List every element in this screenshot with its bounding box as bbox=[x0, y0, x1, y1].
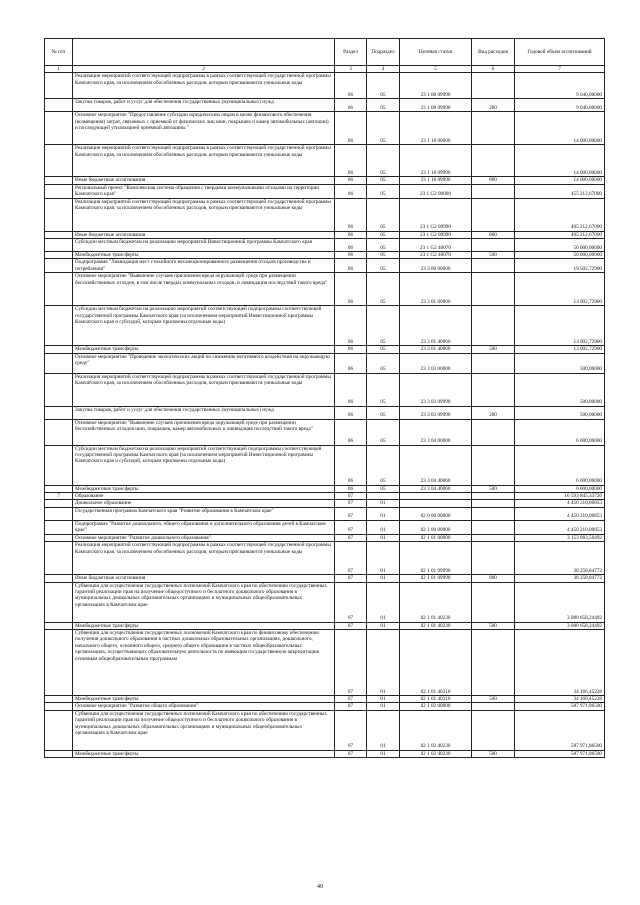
cell-razd: 07 bbox=[335, 520, 367, 534]
cell-vr bbox=[472, 507, 515, 520]
table-row bbox=[45, 306, 605, 346]
cell-cs: 23 3 03 00000 bbox=[400, 353, 472, 373]
cell-sum: 16 593 845,33726 bbox=[515, 493, 605, 500]
cell-cs: 02 1 02 40230 bbox=[400, 710, 472, 750]
cell-num bbox=[45, 406, 73, 419]
cell-podr: 05 bbox=[367, 373, 400, 406]
cell-sum: 38 258,84772 bbox=[515, 575, 605, 582]
cell-vr bbox=[472, 703, 515, 710]
cell-podr: 01 bbox=[367, 534, 400, 541]
cell-vr bbox=[472, 73, 515, 99]
cell-name: Закупка товаров, работ и услуг для обеспечения государственных (муниципальных) нужд bbox=[73, 99, 335, 112]
cell-razd: 07 bbox=[335, 750, 367, 757]
cell-podr: 05 bbox=[367, 184, 400, 198]
cell-vr: 800 bbox=[472, 575, 515, 582]
cell-sum: 3 153 083,56492 bbox=[515, 534, 605, 541]
cell-vr bbox=[472, 500, 515, 507]
cell-razd: 07 bbox=[335, 629, 367, 695]
cell-sum: 9 640,00000 bbox=[515, 99, 605, 112]
cell-podr: 01 bbox=[367, 750, 400, 757]
table-row bbox=[45, 99, 605, 112]
cell-num bbox=[45, 112, 73, 145]
col-index: 3 bbox=[335, 66, 367, 73]
cell-num bbox=[45, 73, 73, 99]
table-row bbox=[45, 493, 605, 500]
cell-num bbox=[45, 239, 73, 252]
cell-num bbox=[45, 198, 73, 231]
cell-razd: 06 bbox=[335, 485, 367, 492]
cell-num bbox=[45, 373, 73, 406]
table-row bbox=[45, 346, 605, 353]
table-row bbox=[45, 542, 605, 575]
col-index: 1 bbox=[45, 66, 73, 73]
document-page bbox=[44, 38, 604, 758]
cell-vr bbox=[472, 373, 515, 406]
cell-name: Закупка товаров, работ и услуг для обеспечения государственных (муниципальных) нужд bbox=[73, 406, 335, 419]
table-row bbox=[45, 406, 605, 419]
cell-cs: 23 1 G2 00000 bbox=[400, 184, 472, 198]
cell-num bbox=[45, 703, 73, 710]
cell-name: Межбюджетные трансферты bbox=[73, 750, 335, 757]
table-row bbox=[45, 703, 605, 710]
col-index: 4 bbox=[367, 66, 400, 73]
cell-sum: 587 971,86500 bbox=[515, 710, 605, 750]
cell-name: Образование bbox=[73, 493, 335, 500]
cell-sum: 500,00000 bbox=[515, 406, 605, 419]
cell-cs: 02 1 02 40230 bbox=[400, 750, 472, 757]
cell-num bbox=[45, 99, 73, 112]
cell-name: Основное мероприятие "Предоставление субсидии юридическим лицам в целях финансового обеспечения (возмещения) затрат, связанных с приемкой от физических лиц шин, покрышек и камер автомобильных (автошин) и последующей утилизацией приемкой автошины " bbox=[73, 112, 335, 145]
cell-podr: 01 bbox=[367, 629, 400, 695]
cell-name: Дошкольное образование bbox=[73, 500, 335, 507]
cell-razd: 06 bbox=[335, 259, 367, 273]
cell-name: Региональный проект "Комплексная система обращения с твердыми коммунальными отходами на территории Камчатского края" bbox=[73, 184, 335, 198]
cell-razd: 06 bbox=[335, 99, 367, 112]
cell-sum: 14 000,00000 bbox=[515, 112, 605, 145]
cell-name: Межбюджетные трансферты bbox=[73, 252, 335, 259]
cell-cs: 23 1 08 09990 bbox=[400, 73, 472, 99]
cell-podr: 05 bbox=[367, 177, 400, 184]
cell-num bbox=[45, 252, 73, 259]
col-index: 6 bbox=[472, 66, 515, 73]
table-row bbox=[45, 695, 605, 702]
cell-sum: 6 000,00000 bbox=[515, 445, 605, 485]
cell-razd: 06 bbox=[335, 145, 367, 177]
cell-cs: 23 1 G2 40070 bbox=[400, 252, 472, 259]
table-row bbox=[45, 534, 605, 541]
cell-razd: 06 bbox=[335, 353, 367, 373]
cell-name: Основное мероприятие "Развитие дошкольного образования" bbox=[73, 534, 335, 541]
cell-sum: 50 000,00000 bbox=[515, 239, 605, 252]
cell-razd: 06 bbox=[335, 252, 367, 259]
cell-num bbox=[45, 353, 73, 373]
cell-razd: 07 bbox=[335, 575, 367, 582]
cell-cs: 02 1 01 40230 bbox=[400, 582, 472, 622]
cell-name: Основное мероприятие "Развитие общего образования" bbox=[73, 703, 335, 710]
table-body bbox=[45, 73, 605, 758]
cell-sum: 34 166,45228 bbox=[515, 695, 605, 702]
cell-cs: 23 3 04 40060 bbox=[400, 485, 472, 492]
cell-vr bbox=[472, 629, 515, 695]
cell-razd: 07 bbox=[335, 534, 367, 541]
table-row bbox=[45, 231, 605, 238]
cell-cs: 23 1 G2 09990 bbox=[400, 231, 472, 238]
cell-cs: 23 3 04 00000 bbox=[400, 419, 472, 445]
cell-razd: 07 bbox=[335, 500, 367, 507]
col-index: 5 bbox=[400, 66, 472, 73]
cell-num bbox=[45, 500, 73, 507]
cell-num bbox=[45, 695, 73, 702]
table-row bbox=[45, 622, 605, 629]
cell-num bbox=[45, 485, 73, 492]
table-row bbox=[45, 575, 605, 582]
cell-vr bbox=[472, 419, 515, 445]
col-index: 7 bbox=[515, 66, 605, 73]
cell-podr: 05 bbox=[367, 99, 400, 112]
cell-podr: 05 bbox=[367, 145, 400, 177]
table-row bbox=[45, 353, 605, 373]
cell-razd: 07 bbox=[335, 622, 367, 629]
cell-razd: 06 bbox=[335, 177, 367, 184]
cell-razd: 06 bbox=[335, 184, 367, 198]
table-row bbox=[45, 252, 605, 259]
cell-name: Иные бюджетные ассигнования bbox=[73, 231, 335, 238]
cell-sum: 6 000,00000 bbox=[515, 485, 605, 492]
cell-cs: 02 1 01 09990 bbox=[400, 575, 472, 582]
table-row bbox=[45, 273, 605, 306]
cell-name: Субвенции для осуществления государственных полномочий Камчатского края по финансовому обеспечению получения дошкольного образования в частных дошкольных образовательных организациях, дошкольного, начального общего, основного общего, среднего общего образования в частных общеобразовательных организациях, осуществляющих образовательную деятельность по имеющим государственную аккредитацию основным общеобразовательным программам bbox=[73, 629, 335, 695]
cell-podr: 05 bbox=[367, 273, 400, 306]
cell-razd: 06 bbox=[335, 73, 367, 99]
cell-name: Основное мероприятие "Выявление случаев причинения вреда окружающей среде при размещении бесхозяйственных отходов, в том числе твердых коммунальных отходов, и ликвидация последствий такого вреда" bbox=[73, 273, 335, 306]
cell-cs bbox=[400, 493, 472, 500]
cell-vr bbox=[472, 710, 515, 750]
cell-vr bbox=[472, 493, 515, 500]
cell-cs: 23 1 18 09990 bbox=[400, 177, 472, 184]
cell-name: Субвенции для осуществления государственных полномочий Камчатского края по обеспечению государственных гарантий реализации прав на получение общедоступного и бесплатного дошкольного образования в муниципальных дошкольных образовательных организациях и муниципальных общеобразовательных организациях в Камчатском крае bbox=[73, 710, 335, 750]
cell-cs: 02 1 02 00000 bbox=[400, 703, 472, 710]
cell-cs: 23 3 04 40060 bbox=[400, 445, 472, 485]
budget-table bbox=[44, 38, 605, 758]
cell-razd: 07 bbox=[335, 695, 367, 702]
cell-cs: 02 1 01 40230 bbox=[400, 622, 472, 629]
cell-vr bbox=[472, 112, 515, 145]
cell-sum: 500,00000 bbox=[515, 373, 605, 406]
cell-sum: 14 000,00000 bbox=[515, 145, 605, 177]
cell-podr: 01 bbox=[367, 703, 400, 710]
cell-podr: 05 bbox=[367, 252, 400, 259]
cell-name: Субсидии местным бюджетам на реализацию мероприятий соответствующей подпрограммы соответствующей государственной программы Камчатского края (за исключением мероприятий Инвестиционной программы Камчатского края и субсидий, которым присвоены отдельные коды) bbox=[73, 306, 335, 346]
table-row bbox=[45, 500, 605, 507]
cell-vr: 500 bbox=[472, 622, 515, 629]
cell-razd: 06 bbox=[335, 273, 367, 306]
cell-name: Реализация мероприятий соответствующей подпрограммы в рамках соответствующей государственной программы Камчатского края, за исключением обособленных расходов, которым присваиваются уникальные коды bbox=[73, 73, 335, 99]
cell-razd: 07 bbox=[335, 582, 367, 622]
cell-name: Реализация мероприятий соответствующей подпрограммы в рамках соответствующей государственной программы Камчатского края, за исключением обособленных расходов, которым присваиваются уникальные коды bbox=[73, 198, 335, 231]
cell-cs: 23 3 01 40060 bbox=[400, 306, 472, 346]
cell-num bbox=[45, 575, 73, 582]
cell-cs: 23 1 18 09990 bbox=[400, 145, 472, 177]
cell-podr: 05 bbox=[367, 485, 400, 492]
cell-sum: 13 002,72900 bbox=[515, 306, 605, 346]
cell-podr: 05 bbox=[367, 406, 400, 419]
cell-num bbox=[45, 259, 73, 273]
cell-sum: 9 640,00000 bbox=[515, 73, 605, 99]
cell-num bbox=[45, 145, 73, 177]
cell-podr: 05 bbox=[367, 353, 400, 373]
cell-razd: 07 bbox=[335, 507, 367, 520]
cell-vr bbox=[472, 353, 515, 373]
cell-name: Подпрограмма "Ликвидация мест стихийного несанкционированного размещения отходов производства и потребления" bbox=[73, 259, 335, 273]
cell-podr: 01 bbox=[367, 582, 400, 622]
cell-podr: 01 bbox=[367, 500, 400, 507]
cell-podr: 05 bbox=[367, 73, 400, 99]
cell-vr bbox=[472, 184, 515, 198]
cell-sum: 14 000,00000 bbox=[515, 177, 605, 184]
cell-vr bbox=[472, 445, 515, 485]
cell-podr: 05 bbox=[367, 259, 400, 273]
cell-podr: 01 bbox=[367, 542, 400, 575]
column-index-row bbox=[45, 66, 605, 73]
cell-vr: 500 bbox=[472, 750, 515, 757]
cell-podr bbox=[367, 493, 400, 500]
header-num: № п/п bbox=[45, 39, 73, 66]
cell-name: Субсидии местным бюджетам на реализацию мероприятий соответствующей подпрограммы соответствующей государственной программы Камчатского края (за исключением мероприятий Инвестиционной программы Камчатского края и субсидий, которым присвоены отдельные коды) bbox=[73, 445, 335, 485]
cell-sum: 405 212,67000 bbox=[515, 198, 605, 231]
cell-vr bbox=[472, 239, 515, 252]
cell-name: Основное мероприятие "Проведение экологических акций по снижению негативного воздействия на окружающую среду" bbox=[73, 353, 335, 373]
table-row bbox=[45, 710, 605, 750]
cell-vr bbox=[472, 534, 515, 541]
header-target: Целевая статья bbox=[400, 39, 472, 66]
cell-cs: 02 1 01 40310 bbox=[400, 695, 472, 702]
cell-name: Иные бюджетные ассигнования bbox=[73, 177, 335, 184]
cell-cs: 23 3 00 00000 bbox=[400, 259, 472, 273]
cell-cs: 02 1 00 00000 bbox=[400, 520, 472, 534]
cell-cs: 23 3 01 40060 bbox=[400, 346, 472, 353]
cell-sum: 587 971,86500 bbox=[515, 703, 605, 710]
cell-razd: 07 bbox=[335, 542, 367, 575]
header-name bbox=[73, 39, 335, 66]
cell-cs: 02 1 01 40310 bbox=[400, 629, 472, 695]
cell-num bbox=[45, 582, 73, 622]
cell-podr: 01 bbox=[367, 622, 400, 629]
cell-num bbox=[45, 306, 73, 346]
table-row bbox=[45, 750, 605, 757]
cell-podr: 01 bbox=[367, 575, 400, 582]
cell-cs: 23 3 01 00000 bbox=[400, 273, 472, 306]
cell-cs: 23 3 03 09990 bbox=[400, 373, 472, 406]
cell-razd: 06 bbox=[335, 406, 367, 419]
table-row bbox=[45, 373, 605, 406]
cell-podr: 01 bbox=[367, 520, 400, 534]
cell-num bbox=[45, 622, 73, 629]
cell-razd: 06 bbox=[335, 239, 367, 252]
cell-podr: 01 bbox=[367, 710, 400, 750]
cell-vr: 500 bbox=[472, 346, 515, 353]
cell-name: Реализация мероприятий соответствующей подпрограммы в рамках соответствующей государственной программы Камчатского края, за исключением обособленных расходов, которым присваиваются уникальные коды bbox=[73, 542, 335, 575]
cell-sum: 13 002,72900 bbox=[515, 273, 605, 306]
cell-razd: 06 bbox=[335, 231, 367, 238]
cell-vr bbox=[472, 306, 515, 346]
cell-num bbox=[45, 750, 73, 757]
cell-vr: 500 bbox=[472, 252, 515, 259]
cell-sum: 19 502,72900 bbox=[515, 259, 605, 273]
table-row bbox=[45, 582, 605, 622]
cell-sum: 4 450 210,00853 bbox=[515, 507, 605, 520]
cell-razd: 06 bbox=[335, 373, 367, 406]
cell-num bbox=[45, 710, 73, 750]
cell-num bbox=[45, 273, 73, 306]
cell-cs: 23 1 18 00000 bbox=[400, 112, 472, 145]
cell-sum: 34 166,45228 bbox=[515, 629, 605, 695]
cell-podr: 01 bbox=[367, 695, 400, 702]
cell-name: Иные бюджетные ассигнования bbox=[73, 575, 335, 582]
header-sum: Годовой объем ассигнований bbox=[515, 39, 605, 66]
cell-name: Межбюджетные трансферты bbox=[73, 485, 335, 492]
cell-sum: 4 450 210,00853 bbox=[515, 500, 605, 507]
cell-podr: 01 bbox=[367, 507, 400, 520]
cell-vr bbox=[472, 198, 515, 231]
table-row bbox=[45, 520, 605, 534]
cell-vr bbox=[472, 259, 515, 273]
cell-vr: 800 bbox=[472, 177, 515, 184]
cell-vr bbox=[472, 273, 515, 306]
header-podrazdel: Подраздел bbox=[367, 39, 400, 66]
cell-razd: 06 bbox=[335, 445, 367, 485]
table-row bbox=[45, 259, 605, 273]
cell-name: Реализация мероприятий соответствующей подпрограммы в рамках соответствующей государственной программы Камчатского края, за исключением обособленных расходов, которым присваиваются уникальные коды bbox=[73, 145, 335, 177]
cell-cs: 02 1 01 00000 bbox=[400, 534, 472, 541]
cell-name: Подпрограмма "Развитие дошкольного, общего образования и дополнительного образования детей в Камчатском крае" bbox=[73, 520, 335, 534]
cell-num bbox=[45, 520, 73, 534]
cell-sum: 13 002,72900 bbox=[515, 346, 605, 353]
cell-name: Межбюджетные трансферты bbox=[73, 622, 335, 629]
cell-name: Государственная программа Камчатского края "Развитие образования в Камчатском крае" bbox=[73, 507, 335, 520]
page-number: 40 bbox=[317, 884, 323, 890]
table-row bbox=[45, 445, 605, 485]
cell-vr: 800 bbox=[472, 231, 515, 238]
cell-num bbox=[45, 542, 73, 575]
cell-sum: 405 212,67000 bbox=[515, 231, 605, 238]
cell-cs: 23 3 03 09990 bbox=[400, 406, 472, 419]
cell-sum: 500,00000 bbox=[515, 353, 605, 373]
cell-sum: 6 000,00000 bbox=[515, 419, 605, 445]
table-header-row bbox=[45, 39, 605, 66]
cell-vr bbox=[472, 542, 515, 575]
cell-name: Субсидии местным бюджетам на реализацию мероприятий Инвестиционной программы Камчатского края bbox=[73, 239, 335, 252]
cell-cs: 23 1 08 09990 bbox=[400, 99, 472, 112]
cell-sum: 3 080 658,24492 bbox=[515, 582, 605, 622]
cell-razd: 06 bbox=[335, 306, 367, 346]
table-row bbox=[45, 507, 605, 520]
col-index: 2 bbox=[73, 66, 335, 73]
table-row bbox=[45, 629, 605, 695]
cell-sum: 4 450 210,00853 bbox=[515, 520, 605, 534]
cell-name: Основное мероприятие "Выявление случаев причинения вреда окружающей среде при размещении бесхозяйственных отходов шин, покрышек, камер автомобильных и ликвидация последствий такого вреда" bbox=[73, 419, 335, 445]
cell-num bbox=[45, 534, 73, 541]
cell-num: 7 bbox=[45, 493, 73, 500]
cell-razd: 06 bbox=[335, 346, 367, 353]
table-row bbox=[45, 485, 605, 492]
cell-razd: 06 bbox=[335, 419, 367, 445]
cell-sum: 50 000,00000 bbox=[515, 252, 605, 259]
cell-sum: 587 971,86500 bbox=[515, 750, 605, 757]
cell-num bbox=[45, 184, 73, 198]
cell-num bbox=[45, 507, 73, 520]
cell-name: Субвенции для осуществления государственных полномочий Камчатского края по обеспечению государственных гарантий реализации прав на получение общедоступного и бесплатного дошкольного образования в муниципальных дошкольных образовательных организациях и муниципальных общеобразовательных организациях в Камчатском крае bbox=[73, 582, 335, 622]
cell-razd: 06 bbox=[335, 198, 367, 231]
table-row bbox=[45, 177, 605, 184]
cell-razd: 07 bbox=[335, 710, 367, 750]
cell-num bbox=[45, 419, 73, 445]
cell-razd: 07 bbox=[335, 493, 367, 500]
header-razdel: Раздел bbox=[335, 39, 367, 66]
cell-sum: 455 212,67000 bbox=[515, 184, 605, 198]
table-row bbox=[45, 112, 605, 145]
cell-podr: 05 bbox=[367, 112, 400, 145]
table-row bbox=[45, 184, 605, 198]
cell-podr: 05 bbox=[367, 445, 400, 485]
table-row bbox=[45, 198, 605, 231]
cell-vr: 200 bbox=[472, 99, 515, 112]
cell-name: Межбюджетные трансферты bbox=[73, 346, 335, 353]
cell-vr: 500 bbox=[472, 485, 515, 492]
cell-podr: 05 bbox=[367, 306, 400, 346]
cell-num bbox=[45, 445, 73, 485]
table-row bbox=[45, 145, 605, 177]
cell-num bbox=[45, 346, 73, 353]
cell-podr: 05 bbox=[367, 346, 400, 353]
cell-name: Межбюджетные трансферты bbox=[73, 695, 335, 702]
cell-cs: 23 1 G2 40070 bbox=[400, 239, 472, 252]
table-row bbox=[45, 73, 605, 99]
cell-num bbox=[45, 629, 73, 695]
cell-razd: 07 bbox=[335, 703, 367, 710]
cell-podr: 05 bbox=[367, 231, 400, 238]
cell-num bbox=[45, 177, 73, 184]
table-row bbox=[45, 239, 605, 252]
cell-podr: 05 bbox=[367, 198, 400, 231]
cell-cs bbox=[400, 500, 472, 507]
cell-num bbox=[45, 231, 73, 238]
cell-podr: 05 bbox=[367, 419, 400, 445]
cell-sum: 3 080 658,24492 bbox=[515, 622, 605, 629]
table-row bbox=[45, 419, 605, 445]
cell-podr: 05 bbox=[367, 239, 400, 252]
header-vid: Вид расходов bbox=[472, 39, 515, 66]
cell-cs: 02 1 01 09990 bbox=[400, 542, 472, 575]
cell-name: Реализация мероприятий соответствующей подпрограммы в рамках соответствующей государственной программы Камчатского края, за исключением обособленных расходов, которым присваиваются уникальные коды bbox=[73, 373, 335, 406]
cell-sum: 38 258,84772 bbox=[515, 542, 605, 575]
cell-vr: 500 bbox=[472, 695, 515, 702]
cell-vr bbox=[472, 520, 515, 534]
cell-cs: 02 0 00 00000 bbox=[400, 507, 472, 520]
cell-vr bbox=[472, 582, 515, 622]
cell-razd: 06 bbox=[335, 112, 367, 145]
cell-cs: 23 1 G2 09990 bbox=[400, 198, 472, 231]
cell-vr bbox=[472, 145, 515, 177]
cell-vr: 200 bbox=[472, 406, 515, 419]
